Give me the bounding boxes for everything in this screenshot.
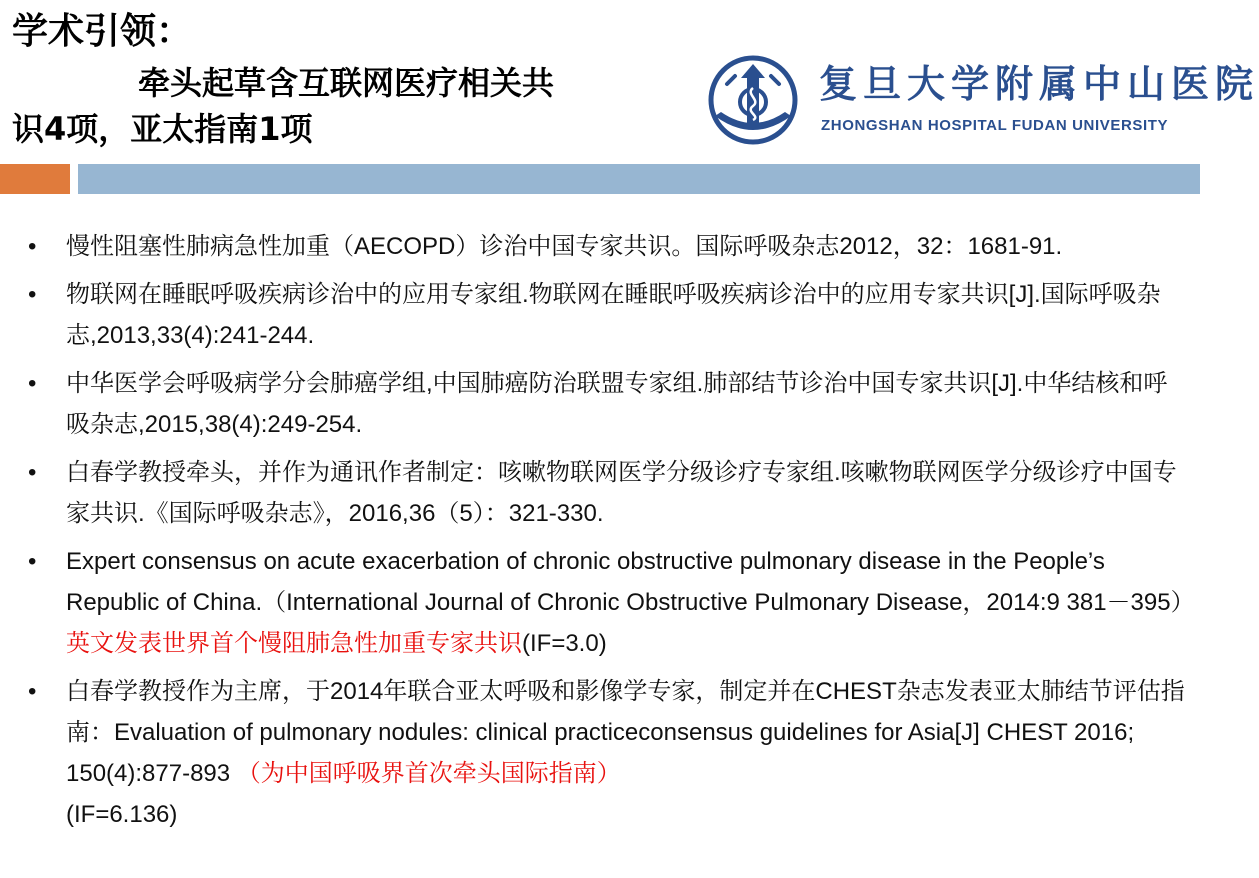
bullet-icon: • (28, 370, 37, 397)
bullet-icon: • (28, 548, 37, 575)
accent-bar-blue (78, 164, 1200, 194)
reference-text: 白春学教授作为主席，于2014年联合亚太呼吸和影像学专家，制定并在CHEST杂志发表亚太肺结节评估指南：Evaluation of pulmonary nodules: clinical practiceconsensus guidelines for Asia[J] CHEST 2016; 150(4):877-893 (66, 678, 1185, 787)
bullet-icon: • (28, 459, 37, 486)
impact-factor: (IF=6.136) (66, 801, 178, 828)
bullet-icon: • (28, 281, 37, 308)
slide-title: 学术引领： (12, 11, 193, 52)
reference-highlight: 英文发表世界首个慢阻肺急性加重专家共识 (66, 630, 522, 657)
accent-bar-orange (0, 164, 70, 194)
reference-item (0, 671, 1200, 835)
reference-text: Expert consensus on acute exacerbation of chronic obstructive pulmonary disease in the People’s Republic of China.（International Journal of Chronic Obstructive Pulmonary Disease，2014:9 381－395） (66, 548, 1195, 616)
reference-highlight: （为中国呼吸界首次牵头国际指南） (236, 760, 621, 787)
impact-factor: (IF=3.0) (522, 630, 607, 657)
hospital-name-english: ZHONGSHAN HOSPITAL FUDAN UNIVERSITY (821, 117, 1169, 134)
reference-item (0, 274, 1200, 356)
bullet-icon: • (28, 233, 37, 260)
reference-item (0, 541, 1200, 664)
reference-item (0, 452, 1200, 534)
reference-text: 物联网在睡眠呼吸疾病诊治中的应用专家组.物联网在睡眠呼吸疾病诊治中的应用专家共识[J].国际呼吸杂志,2013,33(4):241-244. (66, 281, 1161, 349)
reference-text: 白春学教授牵头，并作为通讯作者制定：咳嗽物联网医学分级诊疗专家组.咳嗽物联网医学分级诊疗中国专家共识.《国际呼吸杂志》，2016,36（5）：321-330. (66, 459, 1177, 527)
slide-subtitle-line1: 牵头起草含互联网医疗相关共 (138, 64, 555, 102)
reference-text: 慢性阻塞性肺病急性加重（AECOPD）诊治中国专家共识。国际呼吸杂志2012，32：1681-91. (66, 233, 1063, 260)
bullet-icon: • (28, 678, 37, 705)
reference-list (0, 226, 1200, 842)
reference-item (0, 226, 1200, 267)
zhongshan-hospital-emblem-icon (705, 54, 801, 146)
reference-text: 中华医学会呼吸病学分会肺癌学组,中国肺癌防治联盟专家组.肺部结节诊治中国专家共识[J].中华结核和呼吸杂志,2015,38(4):249-254. (66, 370, 1168, 438)
hospital-logo (705, 54, 1259, 146)
reference-item (0, 363, 1200, 445)
hospital-name-chinese: 复旦大学附属中山医院 (819, 61, 1259, 106)
slide-subtitle-line2: 识4项，亚太指南1项 (12, 110, 313, 148)
